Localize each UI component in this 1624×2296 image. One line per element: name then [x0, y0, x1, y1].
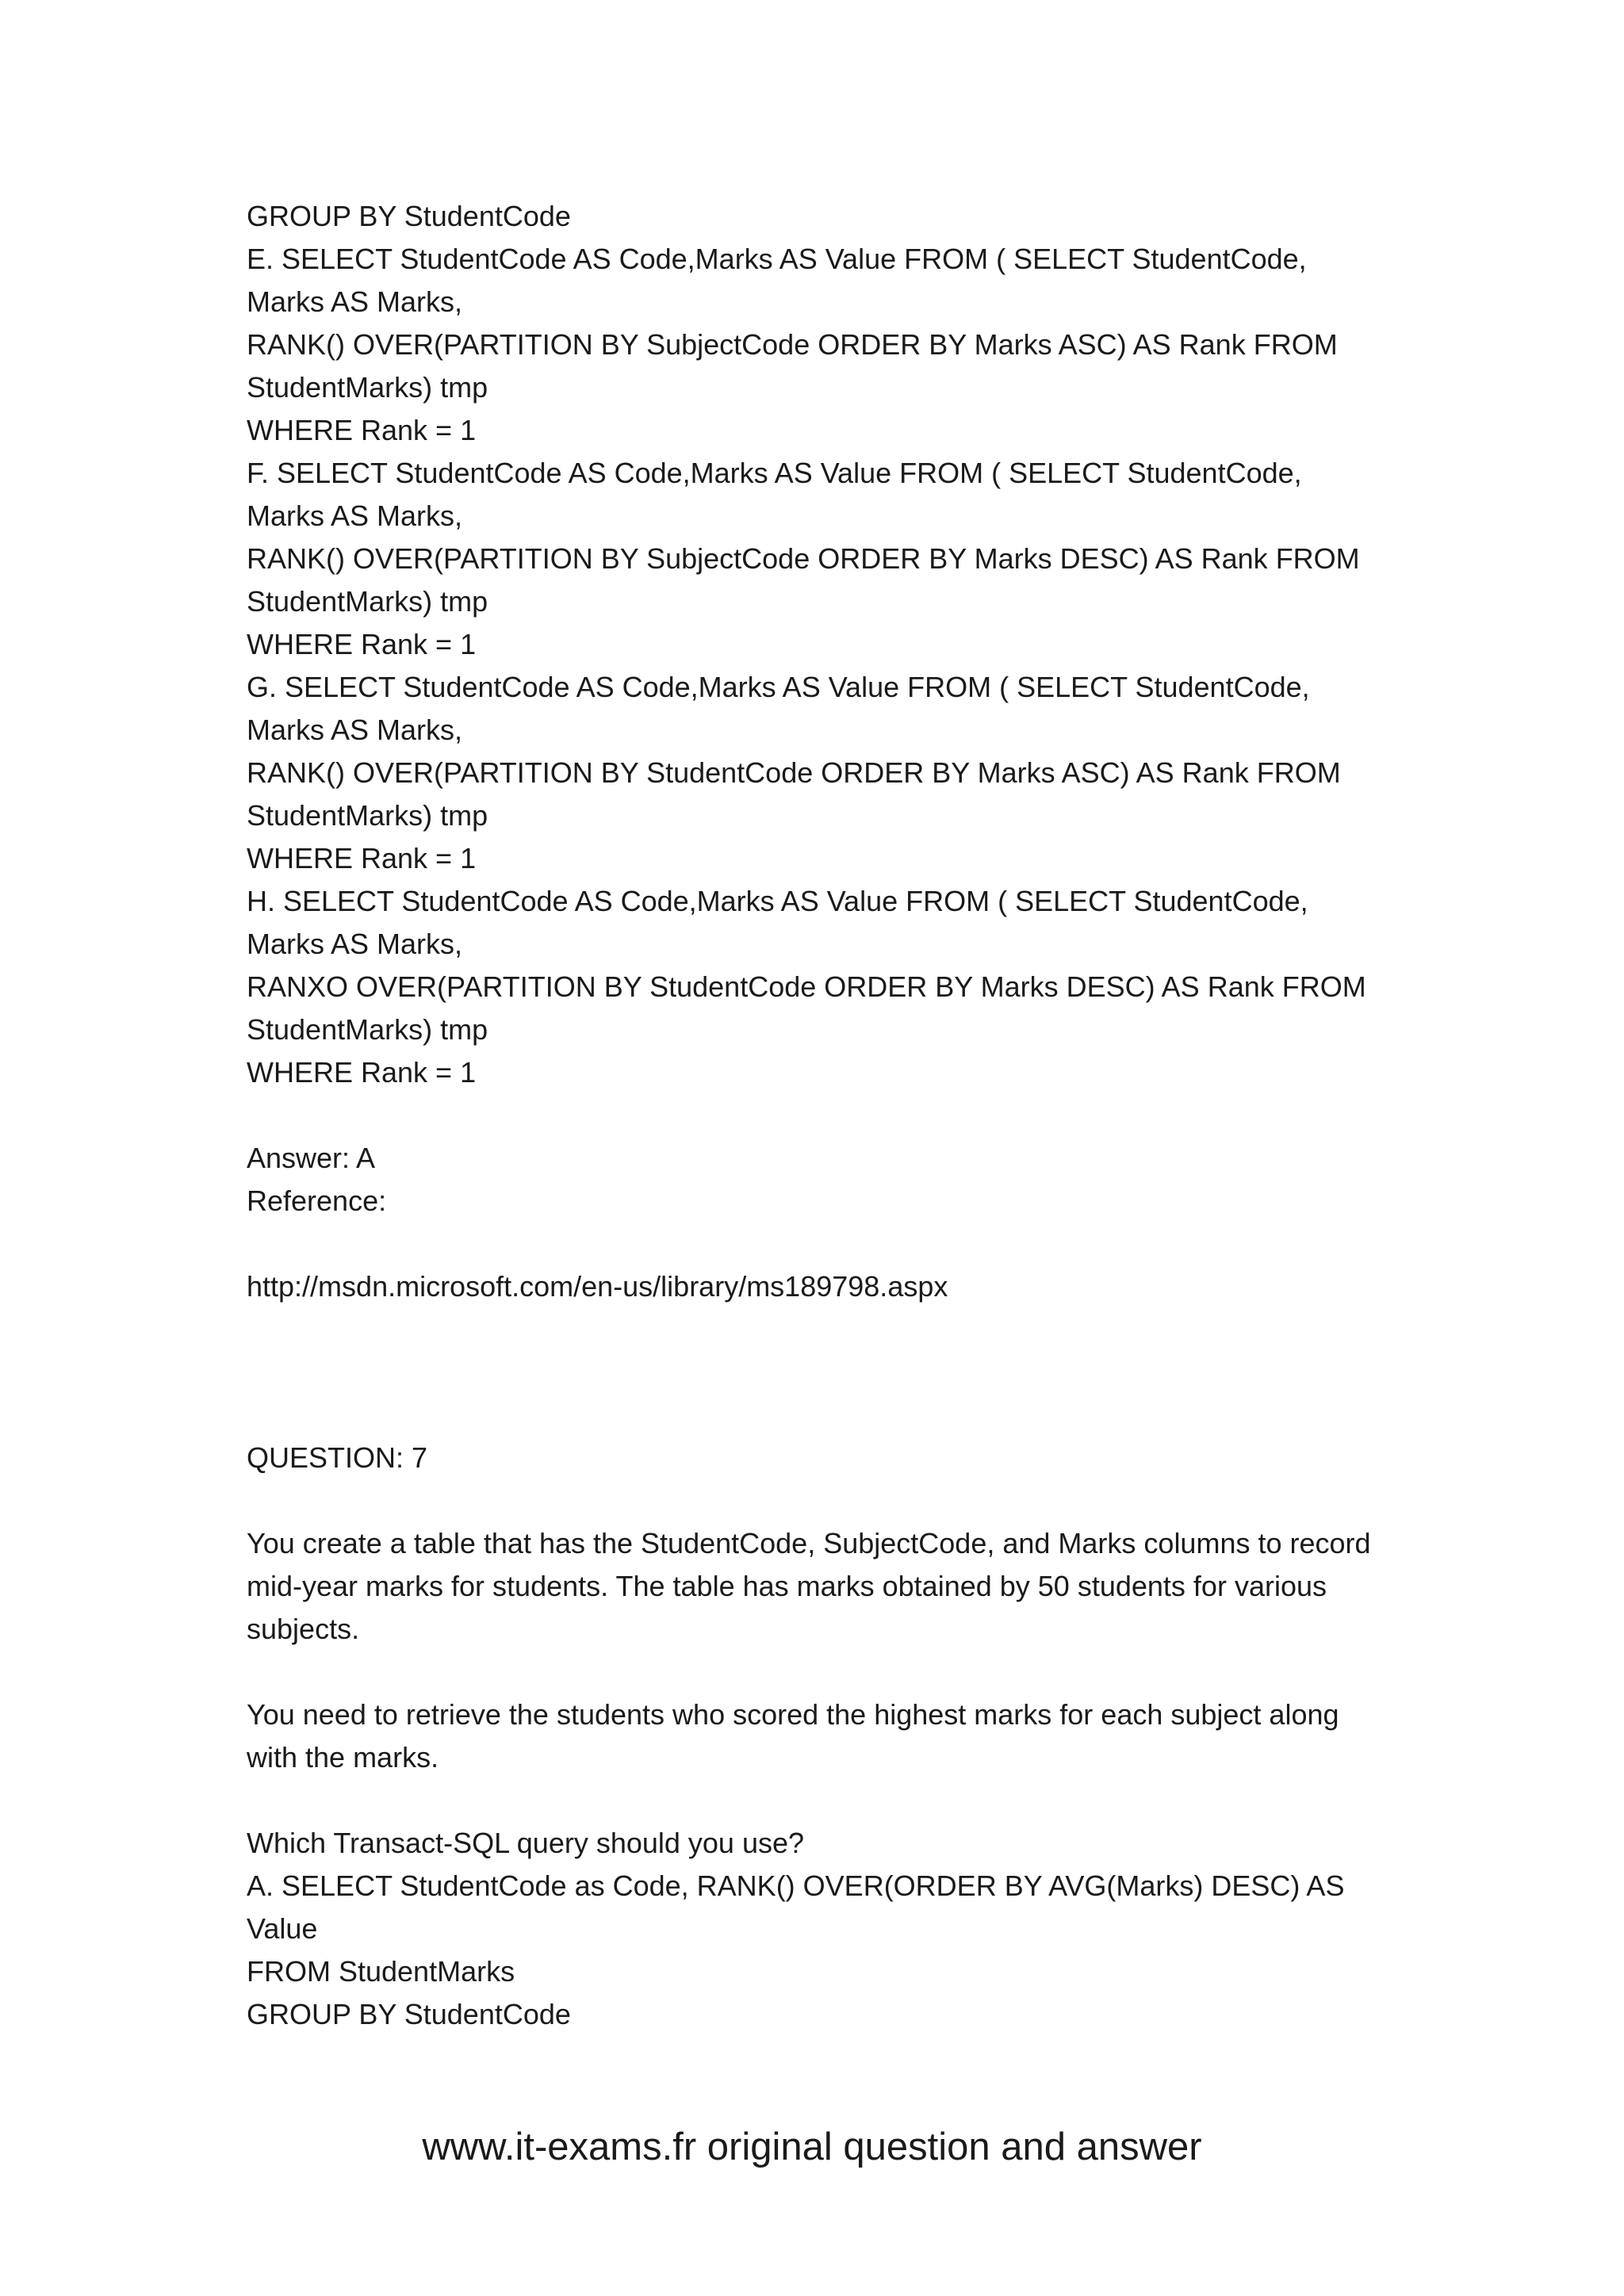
text-line: G. SELECT StudentCode AS Code,Marks AS Value FROM ( SELECT StudentCode, [247, 671, 1310, 703]
text-line: subjects. [247, 1613, 360, 1645]
text-line: Marks AS Marks, [247, 714, 463, 746]
text-line: GROUP BY StudentCode [247, 200, 571, 232]
document-body [247, 195, 1404, 2036]
text-line: You create a table that has the StudentCode, SubjectCode, and Marks columns to record [247, 1527, 1371, 1559]
blank-line [247, 1479, 1404, 1522]
text-line: Marks AS Marks, [247, 499, 463, 532]
text-line: F. SELECT StudentCode AS Code,Marks AS Value FROM ( SELECT StudentCode, [247, 457, 1302, 489]
text-line: Answer: A [247, 1142, 376, 1174]
text-line: WHERE Rank = 1 [247, 1056, 477, 1089]
text-line: A. SELECT StudentCode as Code, RANK() OVER(ORDER BY AVG(Marks) DESC) AS [247, 1869, 1345, 1902]
text-line: StudentMarks) tmp [247, 371, 488, 404]
text-line: StudentMarks) tmp [247, 1013, 488, 1046]
text-line: You need to retrieve the students who scored the highest marks for each subject along [247, 1698, 1339, 1731]
text-line: Marks AS Marks, [247, 928, 463, 960]
text-line: RANXO OVER(PARTITION BY StudentCode ORDER BY Marks DESC) AS Rank FROM [247, 970, 1366, 1003]
text-line: E. SELECT StudentCode AS Code,Marks AS Value FROM ( SELECT StudentCode, [247, 243, 1307, 275]
text-line: Reference: [247, 1184, 387, 1217]
text-line: mid-year marks for students. The table has marks obtained by 50 students for various [247, 1570, 1327, 1602]
blank-line [247, 1351, 1404, 1394]
text-line: http://msdn.microsoft.com/en-us/library/ms189798.aspx [247, 1270, 948, 1303]
text-line: WHERE Rank = 1 [247, 414, 477, 446]
text-line: RANK() OVER(PARTITION BY SubjectCode ORDER BY Marks DESC) AS Rank FROM [247, 542, 1360, 575]
text-line: StudentMarks) tmp [247, 585, 488, 618]
text-line: Marks AS Marks, [247, 285, 463, 318]
text-line: RANK() OVER(PARTITION BY StudentCode ORDER BY Marks ASC) AS Rank FROM [247, 756, 1341, 789]
blank-line [247, 1651, 1404, 1693]
text-line: FROM StudentMarks [247, 1955, 515, 1988]
text-line: StudentMarks) tmp [247, 799, 488, 832]
text-line: WHERE Rank = 1 [247, 842, 477, 874]
page-footer: www.it-exams.fr original question and answer [422, 2126, 1202, 2168]
blank-line [247, 1308, 1404, 1351]
text-line: Which Transact-SQL query should you use? [247, 1827, 805, 1859]
text-line: Value [247, 1912, 318, 1945]
text-line: H. SELECT StudentCode AS Code,Marks AS Value FROM ( SELECT StudentCode, [247, 885, 1308, 917]
text-line: QUESTION: 7 [247, 1441, 428, 1474]
blank-line [247, 1394, 1404, 1437]
blank-line [247, 1223, 1404, 1265]
text-line: GROUP BY StudentCode [247, 1998, 571, 2030]
text-line: RANK() OVER(PARTITION BY SubjectCode ORDER BY Marks ASC) AS Rank FROM [247, 328, 1338, 361]
text-line: WHERE Rank = 1 [247, 628, 477, 660]
blank-line [247, 1094, 1404, 1137]
text-line: with the marks. [247, 1741, 439, 1774]
blank-line [247, 1779, 1404, 1822]
